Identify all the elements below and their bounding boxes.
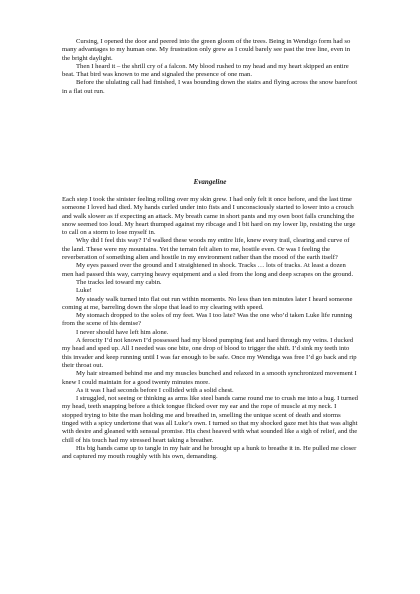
- paragraph: As it was I had seconds before I collided with a solid chest.: [76, 386, 234, 394]
- opening-passage: [62, 38, 358, 96]
- section-passage: [62, 196, 358, 462]
- paragraph: I struggled, not seeing or thinking as arms like steel bands came round me to crush me into a hug. I turned my head, teeth snapping before a thick tongue flicked over my ear and the rope of muscle at my neck. I stopped trying to bite the man holding me and breathed in, smelling the unique scent of death and storms tinged with a spicy undertone that was all Luke’s own. I turned so that my shocked gaze met his that was alight with desire and gleaned with sensual promise. His chest heaved with what sounded like a sigh of relief, and the chill of his touch had my stressed heart taking a breather.: [62, 395, 358, 444]
- paragraph: My steady walk turned into flat out run within moments. No less than ten minutes later I heard someone coming at me, barreling down the slope that lead to my clearing with speed.: [62, 295, 353, 311]
- paragraph: Before the ululating call had finished, I was bounding down the stairs and flying across the snow barefoot in a flat out run.: [62, 79, 358, 95]
- section-title: Evangeline: [193, 178, 227, 186]
- paragraph: Each step I took the sinister feeling rolling over my skin grew. I had only felt it once before, and the last time someone I loved had died. My hands curled under into fists and I unconsciously started to lower into a crouch and walk slower as if expecting an attack. My breath came in short pants and my own boot falls crunching the snow seemed too loud. My heart thumped against my ribcage and I bit hard on my lower lip, resisting the urge to call on a storm to lose myself in.: [62, 196, 356, 237]
- paragraph: My eyes passed over the ground and I straightened in shock. Tracks … lots of tracks. At least a dozen men had passed this way, carrying heavy equipment and a sled from the long and deep scrapes on the ground.: [62, 262, 354, 278]
- paragraph: Luke!: [76, 287, 92, 295]
- paragraph: I never should have left him alone.: [76, 328, 169, 336]
- paragraph: The tracks led toward my cabin.: [76, 278, 162, 286]
- paragraph: Why did I feel this way? I’d walked these woods my entire life, knew every trail, clearing and curve of the land. These were my mountains. Yet the terrain felt alien to me, hostile even. Or was I feeling the reverberation of something alien and hostile in my environment rather than the mood of the earth itself?: [62, 237, 350, 262]
- paragraph: His big hands came up to tangle in my hair and he brought up a hunk to breathe it in. He pulled me closer and captured my mouth roughly with his own, demanding.: [62, 444, 357, 461]
- paragraph: My stomach dropped to the soles of my feet. Was I too late? Was the one who’d taken Luke life running from the scene of his demise?: [62, 312, 353, 328]
- paragraph: My hair streamed behind me and my muscles bunched and relaxed in a smooth synchronized movement I knew I could maintain for a good twenty minutes more.: [62, 370, 357, 386]
- paragraph: Then I heard it – the shrill cry of a falcon. My blood rushed to my head and my heart skipped an entire beat. That bird was known to me and signaled the presence of one man.: [62, 62, 349, 79]
- paragraph: A ferocity I’d not known I’d possessed had my blood pumping fast and hard through my veins. I ducked my head and sped up. All I needed was one bite, one drop of blood to trigger the shift. I’d sink my teeth into this invader and keep running until I was far enough to be safe. Once my Wendiga was free I’d go back and rip their throat out.: [62, 337, 357, 369]
- paragraph: Cursing, I opened the door and peered into the green gloom of the trees. Being in Wendigo form had so many advantages to my human one. My frustration only grew as I could barely see past the tree line, even in the bright daylight.: [62, 38, 351, 62]
- section-heading-row: [62, 178, 358, 187]
